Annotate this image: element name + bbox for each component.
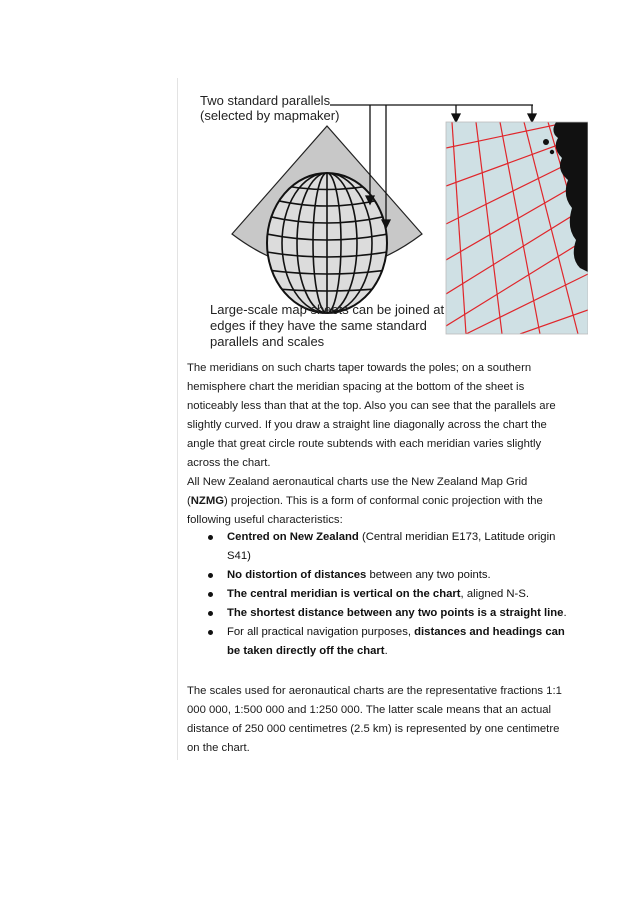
bullet-bold: distances and headings can be taken directly off the chart [227, 626, 565, 657]
nzmg-abbrev: NZMG [190, 495, 225, 507]
bullet-icon [208, 592, 213, 597]
conic-projection-figure [190, 88, 588, 352]
flat-chart-map [446, 118, 588, 334]
list-item [187, 528, 567, 566]
bullet-bold: Centred on New Zealand [227, 531, 359, 543]
figure-label-bottom-line3: parallels and scales [210, 334, 325, 349]
paragraph-nzmg-c: ) projection. This is a form of conformal conic projection with the following useful characteristics: [187, 495, 543, 526]
bullet-bold: The central meridian is vertical on the chart [227, 588, 461, 600]
bullet-bold: The shortest distance between any two points is a straight line [227, 607, 564, 619]
figure-label-top-line2: (selected by mapmaker) [200, 108, 340, 123]
bullet-pre: For all practical navigation purposes, [227, 626, 415, 638]
paragraph-scales [187, 682, 567, 758]
figure-label-bottom-line2: edges if they have the same standard [210, 318, 427, 333]
paragraph-meridians-text: The meridians on such charts taper towards the poles; on a southern hemisphere chart the meridian spacing at the bottom of the sheet is noticeably less than that at the top. Also you can see that the parallels are slightly curved. If you draw a straight line diagonally across the chart the angle that great circle route subtends with each meridian varies slightly across the chart. [187, 362, 556, 469]
list-item [187, 604, 567, 623]
bullet-icon [208, 611, 213, 616]
figure-label-bottom-line1: Large-scale map sheets can be joined at [210, 302, 445, 317]
paragraph-nzmg [187, 473, 567, 530]
bullet-text: between any two points. [366, 569, 491, 581]
bullet-text: (Central meridian E173, Latitude origin S41) [227, 531, 556, 562]
bullet-icon [208, 535, 213, 540]
left-margin-rule [177, 78, 178, 760]
paragraph-nzmg-a: All New Zealand aeronautical charts use the New Zealand Map Grid ( [187, 476, 528, 507]
globe-icon [267, 173, 387, 313]
list-item [187, 623, 567, 661]
paragraph-scales-text: The scales used for aeronautical charts are the representative fractions 1:1 000 000, 1:500 000 and 1:250 000. The latter scale means that an actual distance of 250 000 centimetres (2.5 km) is represented by one centimetre on the chart. [187, 685, 562, 754]
bullet-bold: No distortion of distances [227, 569, 367, 581]
paragraph-meridians [187, 359, 567, 530]
characteristics-list [187, 528, 567, 661]
bullet-text: , aligned N-S. [460, 588, 529, 600]
bullet-text: . [563, 607, 567, 619]
bullet-icon [208, 573, 213, 578]
list-item [187, 566, 567, 585]
bullet-icon [208, 630, 213, 635]
figure-label-top-line1: Two standard parallels [200, 93, 331, 108]
list-item [187, 585, 567, 604]
bullet-text: . [384, 645, 388, 657]
